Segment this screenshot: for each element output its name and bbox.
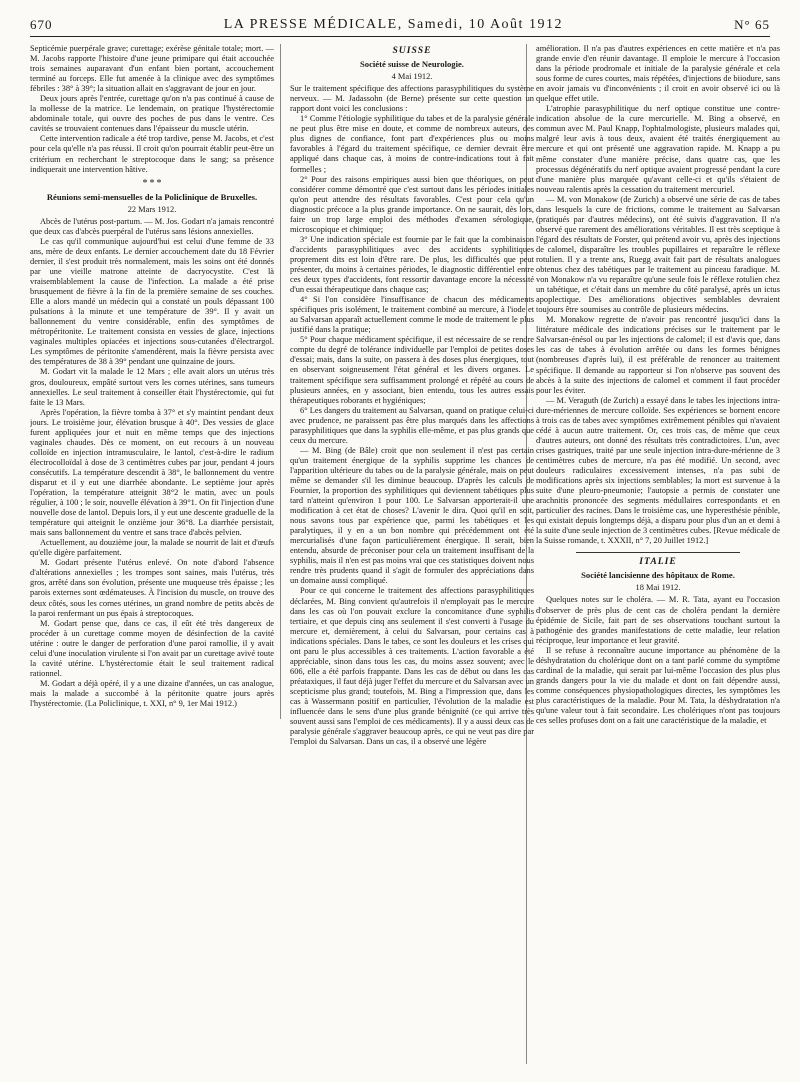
country-heading: ITALIE: [639, 556, 677, 568]
article-paragraph: amélioration. Il n'a pas d'autres expériences en cette matière et n'a pas grande envie d'en réunir davantage. Il emploie le mercure à l'occasion dans la période prodromale et initiale de la paralysie générale et cela sous forme de cures courtes, mais répétées, d'injections de biiodure, sans en avoir jamais vu d'inconvénients ; il croit en avoir observé ici ou là quelque effet utile.: [536, 44, 780, 104]
column-divider: [280, 44, 281, 719]
article-paragraph: M. Godart présente l'utérus enlevé. On note d'abord l'absence d'altérations annexielles ; les trompes sont saines, mais l'utérus, très gros, arrêté dans son évolution, présente une muqueuse très épaisse ; les parois externes sont œdémateuses. À l'incision du muscle, on trouve des deux côtés, sous les cornes utérines, un grand nombre de petits abcès de la paroi renfermant un pus épais à streptocoques.: [30, 558, 274, 618]
page-number: 670: [30, 17, 53, 32]
article-paragraph: M. Monakow regrette de n'avoir pas rencontré jusqu'ici dans la littérature médicale des indications précises sur le traitement par le Salvarsan-énésol ou par les injections de calomel; il est d'avis que, dans les cas de tabes à évolution arrêtée ou dans les formes bénignes (nombreuses d'après lui), il est préférable de renoncer au traitement spécifique. Il demande au rapporteur si l'on n'observe pas souvent des abcès à la suite des injections de calomel et comment il faut procéder pour les éviter.: [536, 315, 780, 395]
article-paragraph: 4° Si l'on considère l'insuffisance de chacun des médicaments spécifiques pris isolément, le traitement combiné au mercure, à l'iode et au Salvarsan apparaît actuellement comme le mode de traitement le plus justifié dans la pratique;: [290, 295, 534, 335]
article-paragraph: M. Godart a déjà opéré, il y a une dizaine d'années, un cas analogue, mais la malade a succombé à la péritonite quatre jours après l'hystérectomie. (La Policlinique, t. XXI, n° 9, 1er Mai 1912.): [30, 678, 274, 708]
article-paragraph: Cette intervention radicale a été trop tardive, pense M. Jacobs, et c'est pour cela qu'elle n'a pas réussi. Il croit qu'on pourrait établir peut-être un critérium en recherchant le streptocoque dans le sang; sa présence indiquerait une intervention hâtive.: [30, 134, 274, 174]
article-paragraph: Deux jours après l'entrée, curettage qu'on n'a pas continué à cause de la mollesse de la matrice. Le lendemain, on pratique l'hystérectomie abdominale totale, qui ouvre des poches de pus dans le ventre. Ces cavités se trouvaient contenues dans l'épaisseur du muscle utérin.: [30, 94, 274, 134]
article-paragraph: Septicémie puerpérale grave; curettage; exérèse génitale totale; mort. — M. Jacobs rapporte l'histoire d'une jeune primipare qui était accouchée trois semaines auparavant d'un enfant bien portant, accouchement terminé au forceps. Elle fut amenée à la clinique avec des symptômes fébriles : 38° à 39°; la situation allait en s'aggravant de jour en jour.: [30, 44, 274, 94]
society-title: Société suisse de Neurologie.: [360, 59, 464, 70]
article-paragraph: 5° Pour chaque médicament spécifique, il est nécessaire de se rendre compte du degré de tolérance individuelle par l'emploi de petites doses d'essai; mais, dans la suite, on passera à des doses plus énergiques, tout en observant soigneusement l'état général et les divers organes. Le traitement spécifique sera suffisamment prolongé et répété au cours de plusieurs années, en y associant, bien entendu, tous les autres essais thérapeutiques roborants et hygiéniques;: [290, 335, 534, 405]
article-paragraph: Quelques notes sur le choléra. — M. R. Tata, ayant eu l'occasion d'observer de près plus de cent cas de choléra pendant la dernière épidémie de Sicile, fait part de ses observations touchant surtout la pathogénie des grandes manifestations de cette maladie, leur relation réciproque, leur importance et leur gravité.: [536, 595, 780, 645]
article-paragraph: — M. Veraguth (de Zurich) a essayé dans le tabes les injections intra-dure-mériennes de mercure colloïde. Ses expériences se bornent encore à trois cas de tabes avec symptômes extrêmement pénibles qui n'avaient cédé à aucun autre traitement. Or, ces trois cas, de même que ceux d'autres auteurs, ont donné des résultats très contradictoires. L'un, avec crises gastriques, traité par une seule injection intra-dure-mérienne de 3 centimètres cubes de mercure, n'a pas été modifié. Un second, avec douleurs radiculaires excessivement intenses, n'a pas subi de modifications après six injections semblables; la mort est survenue à la suite d'une pleuro-pneumonie; l'autopsie a permis de constater une arachnitis prononcée des segments médullaires correspondants et en particulier des racines. Dans le troisième cas, une hyperesthésie pénible, qui existait depuis longtemps déjà, a disparu pour plus d'un an et demi à la suite d'une seule injection de 3 centimètres cubes. [Revue médicale de la Suisse romande, t. XXXII, n° 7, 20 Juillet 1912.]: [536, 395, 780, 546]
meeting-date: 4 Mai 1912.: [391, 72, 433, 82]
column-middle: [290, 44, 534, 1064]
section-separator-stars: * * *: [142, 177, 162, 189]
column-left: [30, 44, 274, 1064]
article-paragraph: Pour ce qui concerne le traitement des affections parasyphilitiques déclarées, M. Bing convient qu'autrefois il n'employait pas le mercure dans les cas où l'on pouvait exclure la concomitance d'une syphilis tertiaire, et que depuis cinq ans seulement il s'est converti à l'usage du mercure et, dernièrement, à celui du Salvarsan, pour certains cas à indications spéciales. Dans le tabes, ce sont les douleurs et les crises qui ont paru le plus accessibles à ces traitements. L'action favorable a été appréciable, sinon dans tous les cas, du moins assez souvent; avec le 606, elle a été parfois frappante. Dans les cas de début ou dans les cas préataxiques, il faut déjà juger l'effet du mercure et du Salvarsan avec un scepticisme plus grand; toutefois, M. Bing a l'impression que, dans les cas à Wassermann positif en particulier, l'évolution de la maladie est influencée dans le sens d'une plus grande bénignité (ce qui arrive très souvent aussi sans l'emploi de ces médicaments). Il y a aussi deux cas de paralysie générale s'aggraver beaucoup après, ce qui ne veut pas dire par l'emploi du Salvarsan. Dans un cas, il a observé une légère: [290, 586, 534, 747]
article-paragraph: Le cas qu'il communique aujourd'hui est celui d'une femme de 33 ans, mère de deux enfants. Le dernier accouchement date du 18 Février dernier, il s'est produit très normalement, mais les soins ont été donnés par une vieille matrone atteinte de dacryocystite. C'est là vraisemblablement la cause de l'infection. La malade a été prise brusquement de fièvre à la fin de la première semaine de ses couches. Elle a alors mandé un médecin qui a constaté un pouls dépassant 100 pulsations à la minute et une température de 39°. Il y avait un ballonnement du ventre considérable, enfin des symptômes de métropéritonite. Le traitement consista en vessies de glace, injections vaginales multiples opiacées et injections sous-cutanées d'électrargol. Les symptômes de péritonite s'amendèrent, mais la fièvre persista avec des températures de 38 à 39° pendant une quinzaine de jours.: [30, 236, 274, 367]
column-right: [536, 44, 780, 1064]
article-paragraph: Sur le traitement spécifique des affections parasyphilitiques du système nerveux. — M. Jadassohn (de Berne) présente sur cette question un rapport dont voici les conclusions :: [290, 84, 534, 114]
article-paragraph: M. Godart pense que, dans ce cas, il eût été très dangereux de procéder à un curettage comme moyen de désinfection de la cavité utérine : outre le danger de perforation d'une paroi ramollie, il y avait celui d'une inoculation virulente si l'on avait par un curettage avivé toute la cavité utérine. L'hystérectomie était le seul traitement radical rationnel.: [30, 618, 274, 678]
article-paragraph: Après l'opération, la fièvre tomba à 37° et s'y maintint pendant deux jours. Le troisième jour, élévation brusque à 40°. Des vessies de glace furent appliquées jour et nuit en même temps que des injections vaginales chaudes. Dès ce moment, on eut recours à un nouveau colloïde en injection intramusculaire, le lantol, c'est-à-dire le radium électrocolloïdal à dose de 3 centimètres cubes par jour, pendant 4 jours consécutifs. La température descendit à 38°, le ballonnement du ventre disparut et il y eut une diarrhée abondante. Le septième jour après l'opération, la température atteignit 38°2 le matin, avec un pouls régulier, à 100 ; le soir, nouvelle élévation à 39°1. On fit l'injection d'une nouvelle dose de lantol. Depuis lors, il y eut une descente graduelle de la température qui atteignit le onzième jour 36°8. La diarrhée persistait, mais sans ballonnement du ventre et sans trace d'abcès pelvien.: [30, 407, 274, 538]
section-title: Réunions semi-mensuelles de la Policlinique de Bruxelles.: [46, 191, 258, 202]
article-paragraph: M. Godart vit la malade le 12 Mars ; elle avait alors un utérus très gros, douloureux, empâté surtout vers les cornes utérines, sans tumeurs annexielles. Le seul traitement à conseiller était l'hystérectomie, qui fut faite le 13 Mars.: [30, 367, 274, 407]
article-paragraph: Actuellement, au douzième jour, la malade se nourrit de lait et d'œufs qu'elle digère parfaitement.: [30, 538, 274, 558]
article-paragraph: 3° Une indication spéciale est fournie par le fait que la combinaison d'accidents parasyphilitiques avec des accidents syphilitiques proprement dits est loin d'être rare. De plus, les difficultés que peut présenter, du moins à certaines périodes, le diagnostic différentiel entre ces deux types d'accidents, font ressortir davantage encore la nécessité d'un essai thérapeutique dans chaque cas;: [290, 234, 534, 295]
article-paragraph: — M. Bing (de Bâle) croit que non seulement il n'est pas certain qu'un traitement énergique de la syphilis supprime les chances de l'apparition ultérieure du tabes ou de la paralysie générale, mais on peut même se demander s'il les diminue beaucoup. D'après les calculs de Fournier, la proportion des syphilitiques qui deviennent tabétiques plus tard n'atteint qu'environ 1 pour 100. Le Salvarsan apporterait-il une modification à cet état de choses? L'avenir le dira. Quoi qu'il en soit, nous savons tous par expérience que, parmi les tabétiques et les paralytiques, il y en a un bon nombre qui précédemment ont été mercurialisés d'une façon particulièrement énergique. Il serait, bien entendu, absurde de préconiser pour cela un traitement insuffisant de la syphilis, mais il n'en est pas moins vrai que ces statistiques doivent nous rendre très prudents quand il s'agit de formuler des appréciations dans un domaine aussi compliqué.: [290, 445, 534, 586]
country-heading: SUISSE: [392, 45, 432, 56]
article-paragraph: Il se refuse à reconnaître aucune importance au phénomène de la déshydratation du cholérique dont on a tant parlé comme du symptôme cardinal de la maladie, qui serait par lui-même l'occasion des plus plus grands dangers pour la vie du malade et dont on fait dépendre aussi, comme conséquences physiopathologiques directes, les symptômes les plus caractéristiques de la maladie. Pour M. Tata, la déshydratation n'a qu'une valeur tout à fait secondaire. Les cholériques n'ont pas toujours ces selles profuses dont on a fait une caractéristique de la maladie, et: [536, 645, 780, 726]
section-date: 22 Mars 1912.: [127, 204, 177, 214]
meeting-date: 18 Mai 1912.: [635, 583, 681, 593]
section-divider: [576, 552, 740, 553]
article-paragraph: 2° Pour des raisons empiriques aussi bien que théoriques, on peut considérer comme démontré que c'est surtout dans les périodes initiales qu'on peut attendre des résultats favorables. C'est pour cela qu'un diagnostic précoce a la plus grande importance. On ne saurait, dès lors, faire un trop large emploi des méthodes d'examen sérologique, microscopique et chimique;: [290, 174, 534, 234]
page-header: [30, 14, 770, 37]
journal-title: LA PRESSE MÉDICALE, Samedi, 10 Août 1912: [223, 17, 563, 32]
issue-number: N° 65: [734, 17, 770, 32]
article-paragraph: L'atrophie parasyphilitique du nerf optique constitue une contre-indication absolue de la cure mercurielle. M. Bing a observé, en commun avec M. Paul Knapp, l'ophtalmologiste, plusieurs malades qui, malgré leur avis à tous deux, avaient été traités énergiquement au mercure et qui ont présenté une aggravation rapide. M. Knapp a pu même constater d'une manière précise, dans quatre cas, que les processus dégénératifs du nerf optique avaient progressé pendant la cure d'une manière plus marquée qu'avant celle-ci et qu'ils s'étaient de nouveau ralentis après la cessation du traitement mercuriel.: [536, 104, 780, 194]
article-paragraph: 6° Les dangers du traitement au Salvarsan, quand on pratique celui-ci avec prudence, ne paraissent pas être plus marqués dans les affections parasyphilitiques que dans la syphilis elle-même, et pas plus grands que ceux du mercure.: [290, 405, 534, 445]
society-title: Société lancisienne des hôpitaux de Rome.: [581, 570, 735, 581]
article-paragraph: 1° Comme l'étiologie syphilitique du tabes et de la paralysie générale ne peut plus être mise en doute, et comme de nombreux auteurs, des plus dignes de confiance, font part d'expériences plus ou moins favorables à l'égard du traitement spécifique, ce dernier devrait être appliqué dans chaque cas, à moins de contre-indications tout à fait formelles ;: [290, 114, 534, 174]
article-paragraph: — M. von Monakow (de Zurich) a observé une série de cas de tabes dans lesquels la cure de frictions, comme le traitement au Salvarsan (pratiqués par d'autres médecins), ont été suivis d'aggravation. Il n'a observé que rarement des améliorations véritables. Il est très sceptique à l'égard des résultats de Forster, qui prétend avoir vu, après des injections de calomel, disparaître les troubles pupillaires et reparaître le réflexe rotulien. Il y a trente ans, Ruegg avait fait part de résultats analogues obtenus chez des tabétiques par le traitement au pinceau faradique. M. von Monakow n'a vu reparaître qu'une seule fois le réflexe rotulien chez un tabétique, et c'était dans un membre du côté paralysé, après un ictus apoplectique. Des améliorations objectives semblables devraient toujours être soumises au contrôle de plusieurs médecins.: [536, 194, 780, 315]
article-paragraph: Abcès de l'utérus post-partum. — M. Jos. Godart n'a jamais rencontré que deux cas d'abcès puerpéral de l'utérus sans lésions annexielles.: [30, 216, 274, 236]
